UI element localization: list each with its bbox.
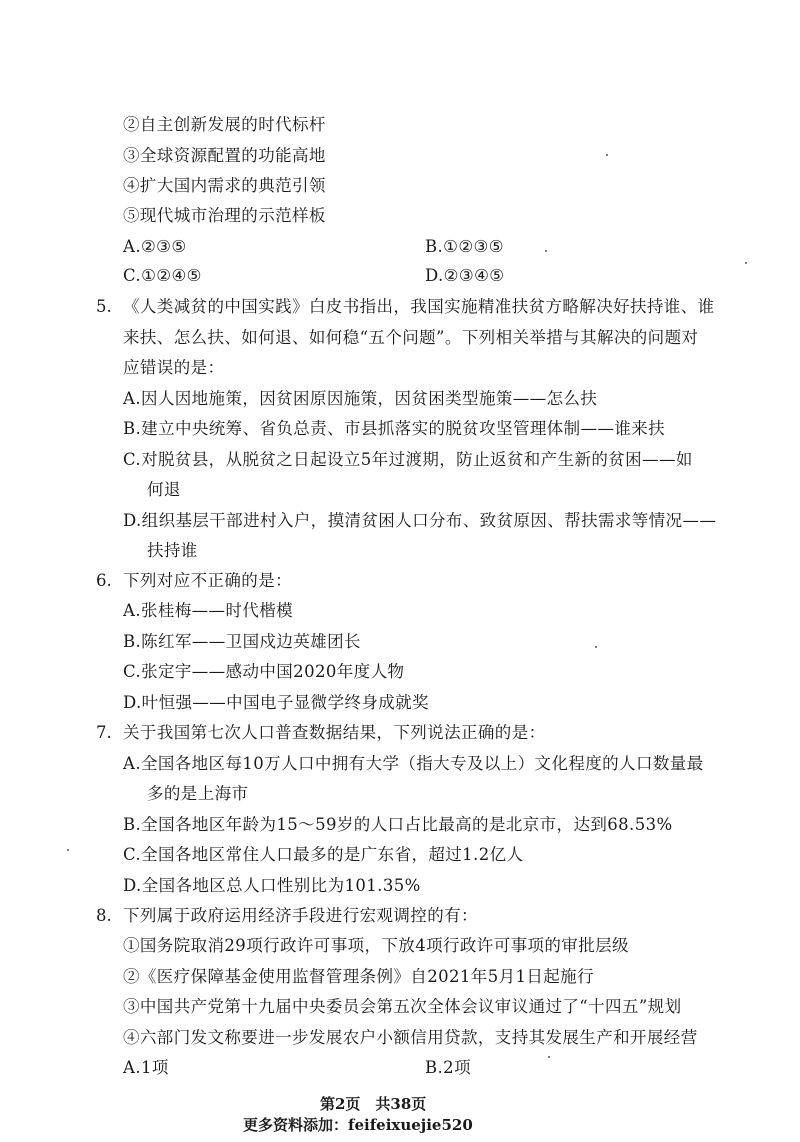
q6-number: 6. [96, 571, 112, 590]
q6-stem: 下列对应不正确的是： [123, 571, 292, 590]
q5-option-c-cont: 何退 [147, 480, 181, 499]
q8-option-a: A.1项 [123, 1058, 169, 1077]
q4-option-d: D.②③④⑤ [425, 266, 505, 285]
scan-speck [745, 262, 747, 264]
q5-stem-line-1: 《人类减贫的中国实践》白皮书指出，我国实施精准扶贫方略解决好扶持谁、谁 [123, 297, 715, 316]
q8-stem: 下列属于政府运用经济手段进行宏观调控的有： [123, 906, 478, 925]
q5-stem-line-2: 来扶、怎么扶、如何退、如何稳“五个问题”。下列相关举措与其解决的问题对 [123, 328, 699, 347]
q7-option-a: A.全国各地区每10万人口中拥有大学（指大专及以上）文化程度的人口数量最 [123, 754, 704, 773]
page-number: 第2页 共38页 [320, 1095, 427, 1113]
q6-option-a: A.张桂梅——时代楷模 [123, 601, 294, 620]
q4-item-5: ⑤现代城市治理的示范样板 [123, 206, 326, 225]
scan-speck [545, 250, 547, 252]
q7-option-a-cont: 多的是上海市 [147, 784, 249, 803]
q7-option-c: C.全国各地区常住人口最多的是广东省，超过1.2亿人 [123, 845, 524, 864]
footer-extra-text: 更多资料添加：feifeixuejie520 [243, 1116, 473, 1134]
q4-item-4: ④扩大国内需求的典范引领 [123, 176, 326, 195]
q5-stem-line-3: 应错误的是： [123, 358, 225, 377]
q8-item-4: ④六部门发文称要进一步发展农户小额信用贷款，支持其发展生产和开展经营 [123, 1028, 698, 1047]
q8-number: 8. [96, 906, 112, 925]
q8-item-1: ①国务院取消29项行政许可事项，下放4项行政许可事项的审批层级 [123, 936, 629, 955]
scan-speck [595, 646, 597, 648]
q4-option-a: A.②③⑤ [123, 237, 187, 256]
q6-option-d: D.叶恒强——中国电子显微学终身成就奖 [123, 693, 429, 712]
q6-option-c: C.张定宇——感动中国2020年度人物 [123, 662, 405, 681]
q8-item-3: ③中国共产党第十九届中央委员会第五次全体会议审议通过了“十四五”规划 [123, 997, 682, 1016]
q7-stem: 关于我国第七次人口普查数据结果，下列说法正确的是： [123, 723, 546, 742]
q6-option-b: B.陈红军——卫国戍边英雄团长 [123, 632, 361, 651]
q7-number: 7. [96, 723, 112, 742]
q5-option-d: D.组织基层干部进村入户，摸清贫困人口分布、致贫原因、帮扶需求等情况—— [123, 511, 717, 530]
q5-option-c: C.对脱贫县，从脱贫之日起设立5年过渡期，防止返贫和产生新的贫困——如 [123, 450, 693, 469]
q4-item-3: ③全球资源配置的功能高地 [123, 146, 326, 165]
q5-option-a: A.因人因地施策，因贫困原因施策，因贫困类型施策——怎么扶 [123, 389, 598, 408]
q5-option-d-cont: 扶持谁 [147, 541, 198, 560]
scan-speck [67, 849, 69, 851]
q8-option-b: B.2项 [425, 1058, 471, 1077]
q4-item-2: ②自主创新发展的时代标杆 [123, 115, 326, 134]
q7-option-b: B.全国各地区年龄为15～59岁的人口占比最高的是北京市，达到68.53% [123, 815, 673, 834]
scan-speck [606, 154, 608, 156]
q8-item-2: ②《医疗保障基金使用监督管理条例》自2021年5月1日起施行 [123, 967, 594, 986]
q4-option-b: B.①②③⑤ [425, 237, 504, 256]
q5-option-b: B.建立中央统筹、省负总责、市县抓落实的脱贫攻坚管理体制——谁来扶 [123, 419, 666, 438]
q4-option-c: C.①②④⑤ [123, 266, 202, 285]
q5-number: 5. [96, 297, 112, 316]
scan-speck [548, 1056, 550, 1058]
q7-option-d: D.全国各地区总人口性别比为101.35% [123, 876, 421, 895]
